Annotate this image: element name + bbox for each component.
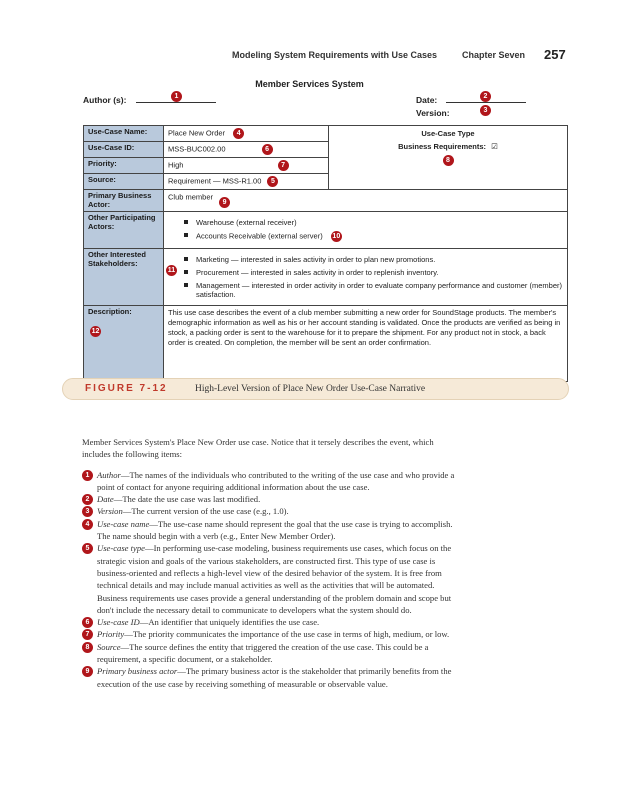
item-term: Author (97, 469, 121, 480)
priority-cell (164, 158, 329, 174)
primary-actor-label: Primary Business Actor: (84, 190, 164, 212)
date-line (446, 102, 526, 103)
system-title: Member Services System (255, 79, 364, 89)
figure-label: FIGURE 7-12 (85, 383, 168, 394)
badge-8: 8 (443, 155, 454, 166)
business-requirements-checkbox: ☑ (491, 142, 498, 151)
description-label: Description: (88, 307, 132, 317)
author-line (136, 102, 216, 103)
list-item (82, 665, 462, 690)
priority-value: High (168, 160, 184, 170)
row-use-case-name (84, 126, 568, 142)
figure-caption-band (62, 378, 569, 400)
badge-12: 12 (91, 328, 100, 336)
badge-7: 7 (278, 160, 289, 171)
list-item (82, 616, 462, 628)
date-label: Date: (416, 95, 438, 105)
item-term: Use-case ID (97, 617, 140, 628)
list-item (82, 469, 462, 494)
list-item (82, 628, 462, 640)
item-text: —The date the use case was last modified. (113, 494, 261, 505)
item-term: Date (97, 494, 114, 505)
badge-5: 5 (267, 176, 278, 187)
list-item (82, 518, 462, 543)
row-stakeholders (84, 249, 568, 306)
use-case-name-label: Use-Case Name: (84, 126, 164, 142)
version-label: Version: (416, 108, 450, 118)
source-value: Requirement — MSS-R1.00 (168, 176, 262, 186)
stakeholder-item: Procurement — interested in sales activity in order to replenish inventory. (196, 268, 563, 277)
list-item (82, 493, 462, 505)
item-number-badge: 3 (82, 506, 93, 517)
source-label: Source: (84, 174, 164, 190)
list-item (82, 641, 462, 666)
item-number-badge: 5 (82, 543, 93, 554)
body-text (82, 436, 462, 690)
page-number: 257 (544, 47, 566, 62)
primary-actor-cell (164, 190, 568, 212)
priority-label: Priority: (84, 158, 164, 174)
item-number-badge: 7 (82, 629, 93, 640)
stakeholders-cell (164, 249, 568, 306)
use-case-id-cell (164, 142, 329, 158)
badge-2: 2 (480, 91, 491, 102)
row-description (84, 306, 568, 382)
use-case-id-label: Use-Case ID: (84, 142, 164, 158)
use-case-type-label: Use-Case Type (421, 129, 475, 138)
item-text: —An identifier that uniquely identifies the use case. (139, 617, 320, 628)
badge-3: 3 (480, 105, 491, 116)
intro-paragraph: Member Services System's Place New Order use case. Notice that it tersely describes the event, which includes the following items: (82, 437, 434, 460)
header-title: Modeling System Requirements with Use Cases (232, 50, 438, 60)
badge-4: 4 (233, 128, 244, 139)
source-cell (164, 174, 329, 190)
item-text: —The priority communicates the importance of the use case in terms of high, medium, or low. (124, 629, 450, 640)
item-term: Source (97, 641, 121, 652)
item-number-badge: 6 (82, 617, 93, 628)
badge-6: 6 (262, 144, 273, 155)
other-actors-cell (164, 212, 568, 249)
use-case-id-value: MSS-BUC002.00 (168, 144, 226, 154)
description-value: This use case describes the event of a club member submitting a new order for SoundStage products. The member's demographic information as well as his or her account standing is validated. Once the products are verified as being in stock, a packing order is sent to the warehouse for it to prepare the shipment. For any product not in stock, a back order is created. On completion, the member will be sent an order confirmation. (164, 306, 568, 382)
item-term: Priority (97, 629, 125, 640)
other-actor-item: Accounts Receivable (external server) (196, 231, 323, 241)
item-number-badge: 4 (82, 519, 93, 530)
stakeholder-item: Marketing — interested in sales activity in order to plan new promotions. (196, 255, 563, 264)
header-chapter: Chapter Seven (462, 50, 526, 60)
figure-caption: High-Level Version of Place New Order Use-Case Narrative (195, 384, 426, 394)
list-item (82, 542, 462, 616)
use-case-name-cell (164, 126, 329, 142)
stakeholders-label: Other Interested Stakeholders: (84, 249, 164, 306)
item-term: Primary business actor (97, 666, 178, 677)
item-term: Version (97, 506, 123, 517)
other-actor-item-row (196, 231, 563, 242)
badge-11: 11 (167, 267, 176, 275)
item-number-badge: 1 (82, 470, 93, 481)
stakeholders-list (168, 255, 563, 299)
item-number-badge: 2 (82, 494, 93, 505)
stakeholder-item: Management — interested in order activity in order to evaluate company performance and customer (member) satisfaction. (196, 281, 563, 300)
other-actor-item: Warehouse (external receiver) (196, 218, 563, 227)
item-text: —The names of the individuals who contributed to the writing of the use case and who provide a point of contact for anyone requiring additional information about the use case. (97, 469, 455, 492)
business-requirements-row (333, 142, 563, 151)
item-text: —The current version of the use case (e.g., 1.0). (122, 506, 289, 517)
item-number-badge: 9 (82, 666, 93, 677)
author-label: Author (s): (83, 95, 127, 105)
badge-9: 9 (219, 197, 230, 208)
list-item (82, 505, 462, 517)
other-actors-list (168, 218, 563, 242)
use-case-name-value: Place New Order (168, 128, 226, 138)
other-actors-label: Other Participating Actors: (84, 212, 164, 249)
badge-10: 10 (332, 233, 341, 241)
item-text: —The primary business actor is the stakeholder that primarily benefits from the execution of the use case by receiving something of measurable or observable value. (97, 666, 452, 689)
item-term: Use-case name (97, 518, 150, 529)
row-primary-actor (84, 190, 568, 212)
row-other-actors (84, 212, 568, 249)
item-text: —In performing use-case modeling, business requirements use cases, which focus on the strategic vision and goals of the various stakeholders, are constructed first. This type of use case is business-oriented and reflects a high-level view of the desired behavior of the system. It is free from technical details and may include manual activities as well as the activities that will be automated. Business requirements use cases provide a general understanding of the problem domain and scope but don't include the necessary detail to communicate to developers what the system should do. (97, 543, 452, 615)
description-label-cell (84, 306, 164, 382)
badge-1: 1 (171, 91, 182, 102)
item-term: Use-case type (97, 543, 145, 554)
business-requirements-label: Business Requirements: (398, 142, 487, 151)
items-list (82, 469, 462, 690)
item-number-badge: 8 (82, 642, 93, 653)
running-header (0, 47, 619, 64)
use-case-table (83, 125, 568, 382)
primary-actor-value: Club member (168, 192, 214, 202)
use-case-type-cell (329, 126, 568, 190)
item-text: —The source defines the entity that triggered the creation of the use case. This could be a requirement, a specific document, or a stakeholder. (97, 641, 429, 665)
item-text: —The use-case name should represent the goal that the use case is trying to accomplish. The name should begin with a verb (e.g., Enter New Member Order). (97, 518, 453, 542)
